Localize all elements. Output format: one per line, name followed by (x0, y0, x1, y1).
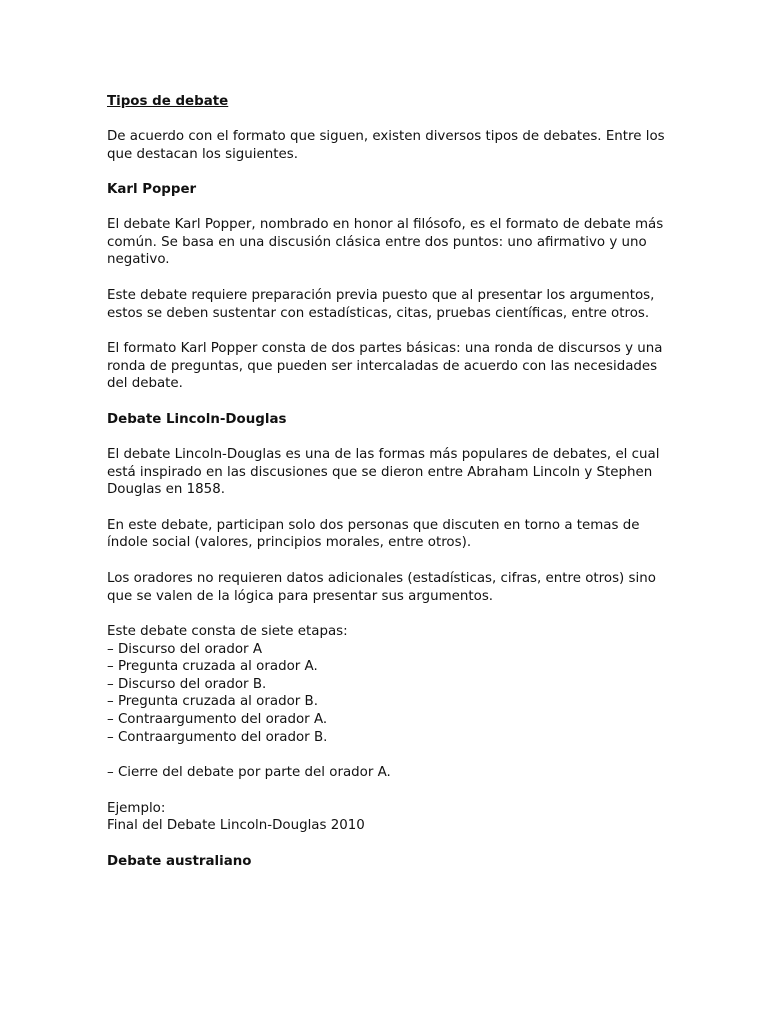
document-page (107, 93, 677, 888)
lincoln-douglas-paragraph-1: El debate Lincoln-Douglas es una de las formas más populares de debates, el cual está inspirado en las discusiones que se dieron entre Abraham Lincoln y Stephen Douglas en 1858. (107, 446, 660, 498)
section-heading-karl-popper: Karl Popper (107, 182, 197, 198)
karl-popper-paragraph-2: Este debate requiere preparación previa puesto que al presentar los argumentos, estos se deben sustentar con estadísticas, citas, pruebas científicas, entre otros. (107, 287, 655, 321)
example-label: Ejemplo: (107, 800, 166, 816)
intro-paragraph: De acuerdo con el formato que siguen, existen diversos tipos de debates. Entre los que destacan los siguientes. (107, 129, 665, 162)
document-title: Tipos de debate (107, 94, 229, 109)
stages-list (107, 623, 677, 746)
list-item: – Discurso del orador A (107, 641, 262, 657)
section-heading-australiano: Debate australiano (107, 854, 252, 870)
karl-popper-paragraph-1: El debate Karl Popper, nombrado en honor al filósofo, es el formato de debate más común. Se basa en una discusión clásica entre dos puntos: uno afirmativo y uno negativo. (107, 217, 664, 268)
lincoln-douglas-paragraph-3: Los oradores no requieren datos adicionales (estadísticas, cifras, entre otros) sino que se valen de la lógica para presentar sus argumentos. (107, 570, 656, 604)
karl-popper-paragraph-3: El formato Karl Popper consta de dos partes básicas: una ronda de discursos y una ronda de preguntas, que pueden ser intercaladas de acuerdo con las necesidades del debate. (107, 341, 663, 392)
list-item: – Pregunta cruzada al orador B. (107, 694, 318, 710)
stages-intro: Este debate consta de siete etapas: (107, 624, 348, 640)
list-item: – Discurso del orador B. (107, 676, 267, 692)
closing-stage: – Cierre del debate por parte del orador A. (107, 765, 391, 781)
example-block (107, 800, 677, 835)
example-text: Final del Debate Lincoln-Douglas 2010 (107, 818, 365, 834)
section-heading-lincoln-douglas: Debate Lincoln-Douglas (107, 411, 287, 427)
lincoln-douglas-paragraph-2: En este debate, participan solo dos personas que discuten en torno a temas de índole social (valores, principios morales, entre otros). (107, 517, 640, 551)
list-item: – Contraargumento del orador A. (107, 712, 328, 728)
list-item: – Pregunta cruzada al orador A. (107, 659, 318, 675)
list-item: – Contraargumento del orador B. (107, 729, 328, 745)
